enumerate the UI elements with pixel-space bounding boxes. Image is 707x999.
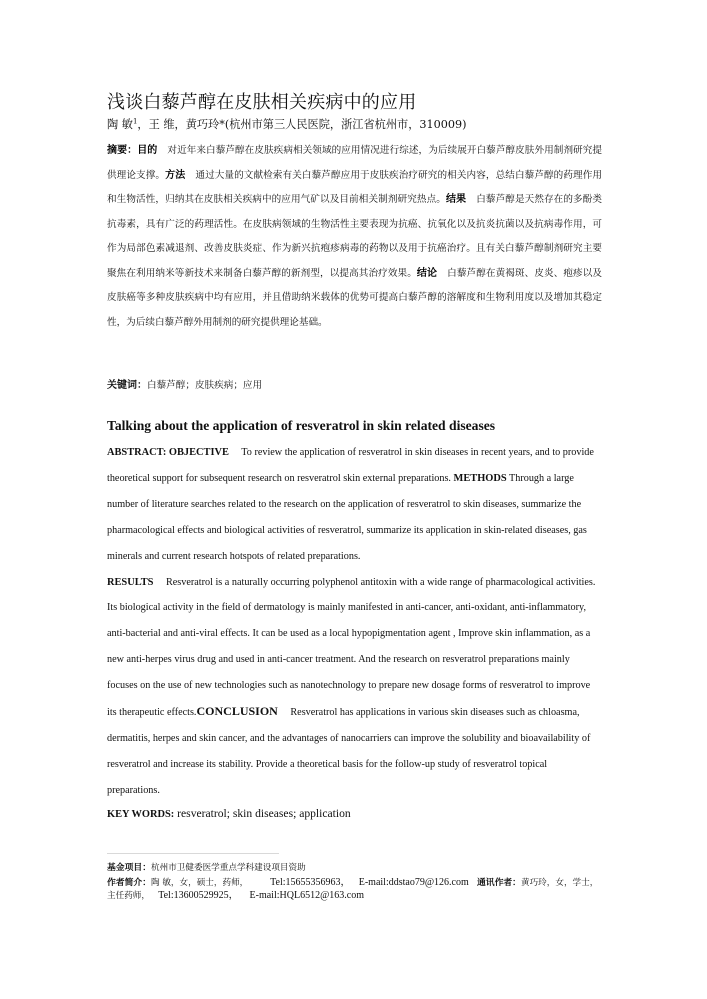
en-methods-label: METHODS — [453, 472, 507, 484]
chinese-keywords — [107, 376, 602, 391]
footnote-divider — [107, 853, 279, 854]
corr-author-text: 黄巧玲，女，学士， — [520, 878, 599, 888]
corr-author-tel: Tel:13600529925， — [158, 890, 239, 901]
corr-author-title: 主任药师， — [107, 891, 150, 901]
objective-text: 对近年来白藜芦醇在皮肤疾病相关领域的应用情况进行综述，为后续展开白藜芦醇皮肤外用制剂研究提供理论支撑。 — [107, 145, 603, 181]
corr-author-email: E-mail:HQL6512@163.com — [249, 890, 364, 901]
author-email: E-mail:ddstao79@126.com — [358, 877, 469, 888]
author-intro-text: 陶 敏，女，硕士，药师， — [151, 878, 249, 888]
corr-author-label: 通讯作者： — [476, 878, 521, 888]
fund-text: 杭州市卫健委医学重点学科建设项目资助 — [151, 863, 306, 873]
chinese-authors — [107, 116, 647, 132]
en-conclusion-label: CONCLUSION — [196, 704, 278, 719]
footnote-fund — [107, 862, 607, 875]
english-keywords — [107, 807, 627, 820]
chinese-abstract — [107, 139, 602, 335]
author-intro-label: 作者简介： — [107, 878, 151, 888]
en-objective-label: ABSTRACT: OBJECTIVE — [107, 447, 229, 458]
english-abstract — [107, 440, 602, 804]
methods-label: 方法 — [165, 169, 186, 181]
author-first: 陶 敏 — [107, 118, 133, 131]
results-text: 白藜芦醇是天然存在的多酚类抗毒素，具有广泛的药理活性。在皮肤病领域的生物活性主要表现为抗癌、抗氧化以及抗炎抗菌以及抗病毒作用，可作为局部色素减退剂、改善皮肤炎症、作为新兴抗疱疹病毒的药物以及用于抗癌治疗。且有关白藜芦醇制剂研究主要聚焦在利用纳米等新技术来制备白藜芦醇的新剂型，以提高其治疗效果。 — [107, 194, 603, 279]
en-conclusion-text: Resveratrol has applications in various skin diseases such as chloasma, dermatitis, herpes and skin cancer, and the advantages of nanocarriers can improve the solubility and bioavailability of resveratrol and increase its stability. Provide a theoretical basis for the follow-up study of resveratrol topical preparations. — [107, 707, 591, 796]
en-results-label: RESULTS — [107, 576, 154, 588]
conclusion-label: 结论 — [416, 267, 438, 279]
chinese-title: 浅谈白藜芦醇在皮肤相关疾病中的应用 — [107, 92, 417, 113]
en-results-text: Resveratrol is a naturally occurring polyphenol antitoxin with a wide range of pharmacological activities. Its biological activity in the field of dermatology is mainly manifested in anti-cancer, anti-oxidant, anti-inflammatory, anti-bacterial and anti-viral effects. It can be used as a local hypopigmentation agent , Improve skin inflammation, as a new anti-herpes virus drug and used in anti-cancer treatment. And the research on resveratrol preparations mainly focuses on the use of new technologies such as nanotechnology to prepare new dosage forms of resveratrol to improve its therapeutic effects. — [107, 576, 596, 719]
methods-text: 通过大量的文献检索有关白藜芦醇应用于皮肤疾治疗研究的相关内容，总结白藜芦醇的药理作用和生物活性，归纳其在皮肤相关疾病中的应用气矿以及目前相关制剂研究热点。 — [107, 169, 603, 205]
results-label: 结果 — [445, 194, 467, 205]
author-affiliation-mark: 1 — [132, 117, 138, 126]
en-keywords-text: resveratrol; skin diseases; application — [177, 807, 351, 820]
abstract-label: 摘要： — [107, 145, 138, 156]
footnote-author — [107, 876, 607, 890]
english-title: Talking about the application of resveratrol in skin related diseases — [107, 418, 496, 433]
conclusion-text: 白藜芦醇在黄褐斑、皮炎、疱疹以及皮肤癌等多种皮肤疾病中均有应用，并且借助纳米载体的优势可提高白藜芦醇的溶解度和生物利用度以及增加其稳定性，为后续白藜芦醇外用制剂的研究提供理论基础。 — [107, 267, 603, 328]
objective-label: 目的 — [137, 145, 158, 156]
author-tel: Tel:15655356963， — [270, 877, 351, 888]
en-keywords-label: KEY WORDS: — [107, 809, 175, 820]
en-objective-text: To review the application of resveratrol in skin diseases in recent years, and to provide theoretical support for subsequent research on resveratrol skin external preparations. — [107, 447, 594, 484]
keywords-label: 关键词： — [107, 380, 147, 391]
author-rest: ，王 维，黄巧玲*(杭州市第三人民医院，浙江省杭州市，310009) — [137, 118, 467, 131]
fund-label: 基金项目： — [107, 863, 151, 873]
footnote-corr-author — [107, 889, 607, 903]
keywords-text: 白藜芦醇；皮肤疾病；应用 — [147, 380, 263, 391]
en-methods-text: Through a large number of literature searches related to the research on the application of resveratrol to skin diseases, summarize the pharmacological effects and biological activities of resveratrol, summarize its application in skin-related diseases, gas minerals and current research hotspots of related preparations. — [107, 472, 587, 562]
